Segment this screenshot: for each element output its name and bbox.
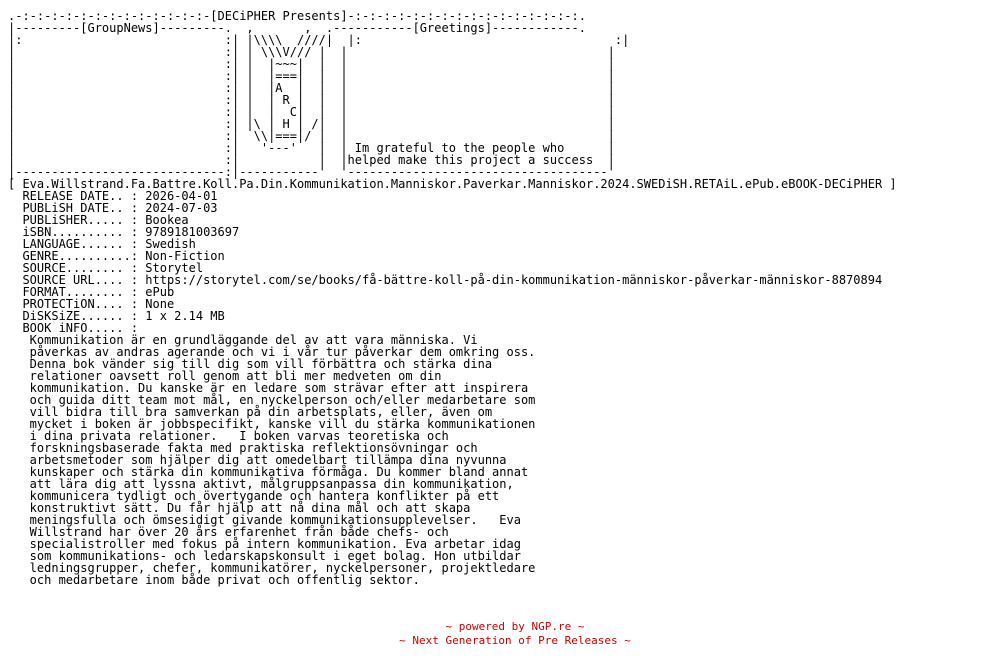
footer-line-tagline (0, 634, 1000, 648)
footer-line-powered-by (0, 620, 1000, 634)
tagline-link[interactable]: ~ Next Generation of Pre Releases ~ (399, 634, 631, 647)
powered-by-link[interactable]: ~ powered by NGP.re ~ (445, 620, 585, 633)
footer (0, 620, 1000, 648)
nfo-text-block: .-:-:-:-:-:-:-:-:-:-:-:-:-:-[DECiPHER Presents]-:-:-:-:-:-:-:-:-:-:-:-:-:-:-:-:. |---------[GroupNews]---------. , , .-----------[Greetings]------------. |: :| |\\\\ ////| |: :| | :| | \\\V/// | | | | :| | |~~~| | | | | :| | |===| | | | | :| | |A | | | | | :| | | R | | | | | :| | | C| | | | | :| |\ | H | /| | | | :| \\|===|/ | | | | :| '---' | | Im grateful to the people who | | :| | |helped make this project a success | |-----------------------------:|-----------' '------------------------------------' [ Eva.Willstrand.Fa.Battre.Koll.Pa.Din.Kommunikation.Manniskor.Paverkar.Manniskor.2024.SWEDiSH.RETAiL.ePub.eBOOK-DECiPHER ] RELEASE DATE.. : 2026-04-01 PUBLiSH DATE.. : 2024-07-03 PUBLiSHER..... : Bookea iSBN.......... : 9789181003697 LANGUAGE...... : Swedish GENRE..........: Non-Fiction SOURCE........ : Storytel SOURCE URL.... : https://storytel.com/se/books/få-bättre-koll-på-din-kommunikation-människor-påverkar-människor-8870894 FORMAT........ : ePub PROTECTiON.... : None DiSKSiZE...... : 1 x 2.14 MB BOOK iNFO..... : Kommunikation är en grundläggande del av att vara människa. Vi påverkas av andras agerande och vi i vår tur påverkar dem omkring oss. Denna bok vänder sig till dig som vill förbättra och stärka dina relationer oavsett roll genom att bli mer medveten om din kommunikation. Du kanske är en ledare som strävar efter att inspirera och guida ditt team mot mål, en nyckelperson och/eller medarbetare som vill bidra till bra samverkan på din arbetsplats, eller, även om mycket i boken är jobbspecifikt, kanske vill du stärka kommunikationen i dina privata relationer. I boken varvas teoretiska och forskningsbaserade fakta med praktiska reflektionsövningar och arbetsmetoder som hjälper dig att omedelbart tillämpa dina nyvunna kunskaper och stärka din kommunikativa förmåga. Du kommer bland annat att lära dig att lyssna aktivt, målgruppsanpassa din kommunikation, kommunicera tydligt och övertygande och hantera konflikter på ett konstruktivt sätt. Du får hjälp att nå dina mål och att skapa meningsfulla och ömsesidigt givande kommunikationsupplevelser. Eva Willstrand har över 20 års erfarenhet från både chefs- och specialistroller med fokus på intern kommunikation. Eva arbetar idag som kommunikations- och ledarskapskonsult i eget bolag. Hon utbildar ledningsgrupper, chefer, kommunikatörer, nyckelpersoner, projektledare och medarbetare inom både privat och offentlig sektor. (8, 9, 897, 587)
